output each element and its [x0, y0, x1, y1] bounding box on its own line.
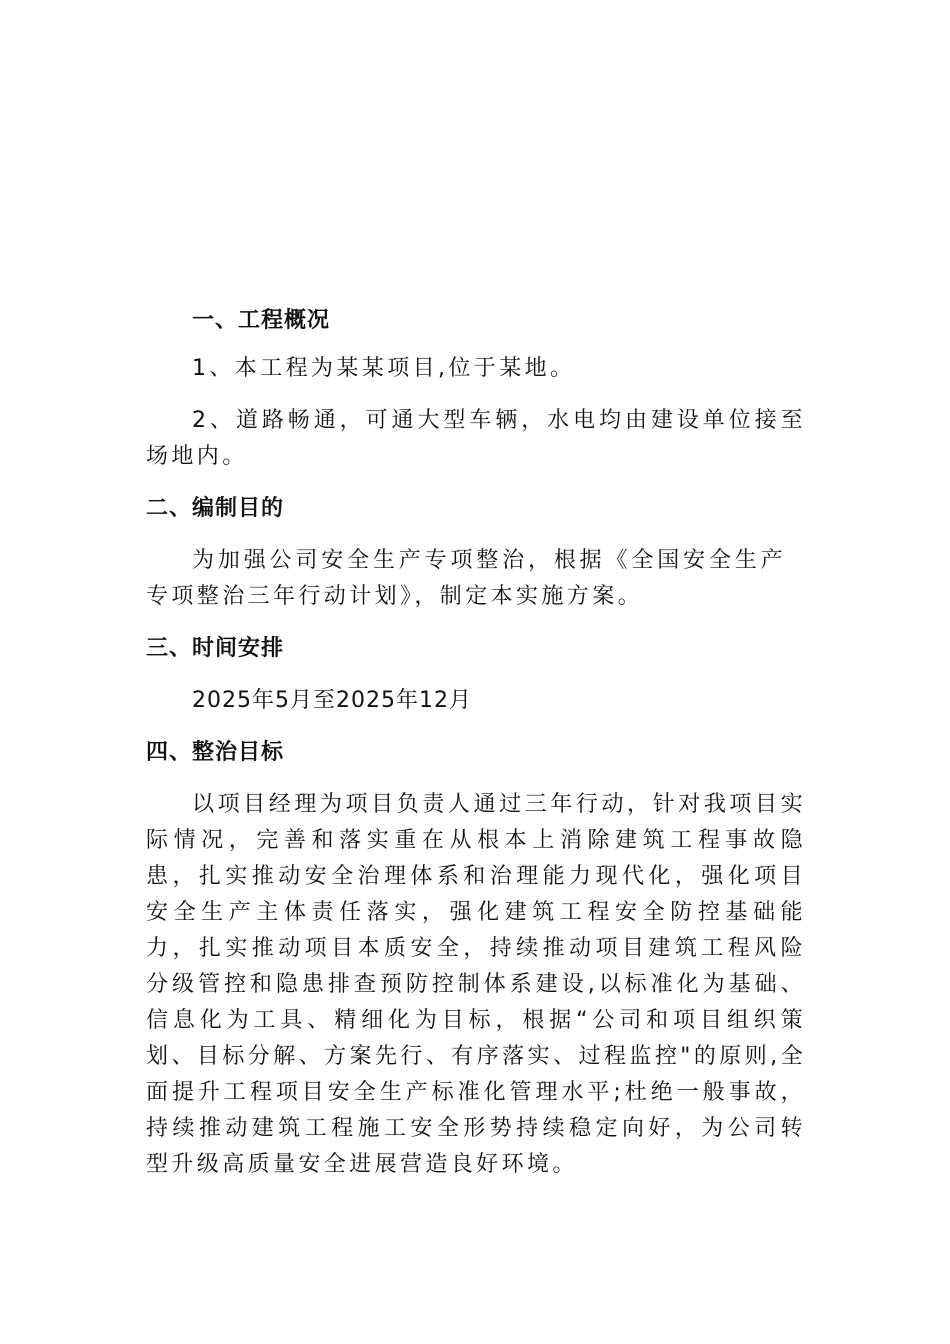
paragraph-overview-1: 1、本工程为某某项目,位于某地。 — [192, 356, 576, 381]
section-heading-goals: 四、整治目标 — [146, 740, 285, 765]
paragraph-purpose: 为加强公司安全生产专项整治，根据《全国安全生产专项整治三年行动计划》，制定本实施方案。 — [146, 548, 786, 609]
section-heading-overview: 一、工程概况 — [192, 308, 331, 333]
section-heading-schedule: 三、时间安排 — [146, 636, 285, 661]
paragraph-overview-2: 2、道路畅通，可通大型车辆，水电均由建设单位接至场地内。 — [146, 408, 806, 469]
paragraph-goals: 以项目经理为项目负责人通过三年行动，针对我项目实际情况，完善和落实重在从根本上消除建筑工程事故隐患，扎实推动安全治理体系和治理能力现代化，强化项目安全生产主体责任落实，强化建筑工程安全防控基础能力，扎实推动项目本质安全，持续推动项目建筑工程风险分级管控和隐患排查预防控制体系建设,以标准化为基础、信息化为工具、精细化为目标，根据“公司和项目组织策划、目标分解、方案先行、有序落实、过程监控"的原则,全面提升工程项目安全生产标准化管理水平;杜绝一般事故，持续推动建筑工程施工安全形势持续稳定向好，为公司转型升级高质量安全进展营造良好环境。 — [146, 792, 806, 1177]
document-body — [146, 303, 806, 1183]
paragraph-schedule: 2025年5月至2025年12月 — [192, 688, 472, 713]
section-heading-purpose: 二、编制目的 — [146, 496, 285, 521]
